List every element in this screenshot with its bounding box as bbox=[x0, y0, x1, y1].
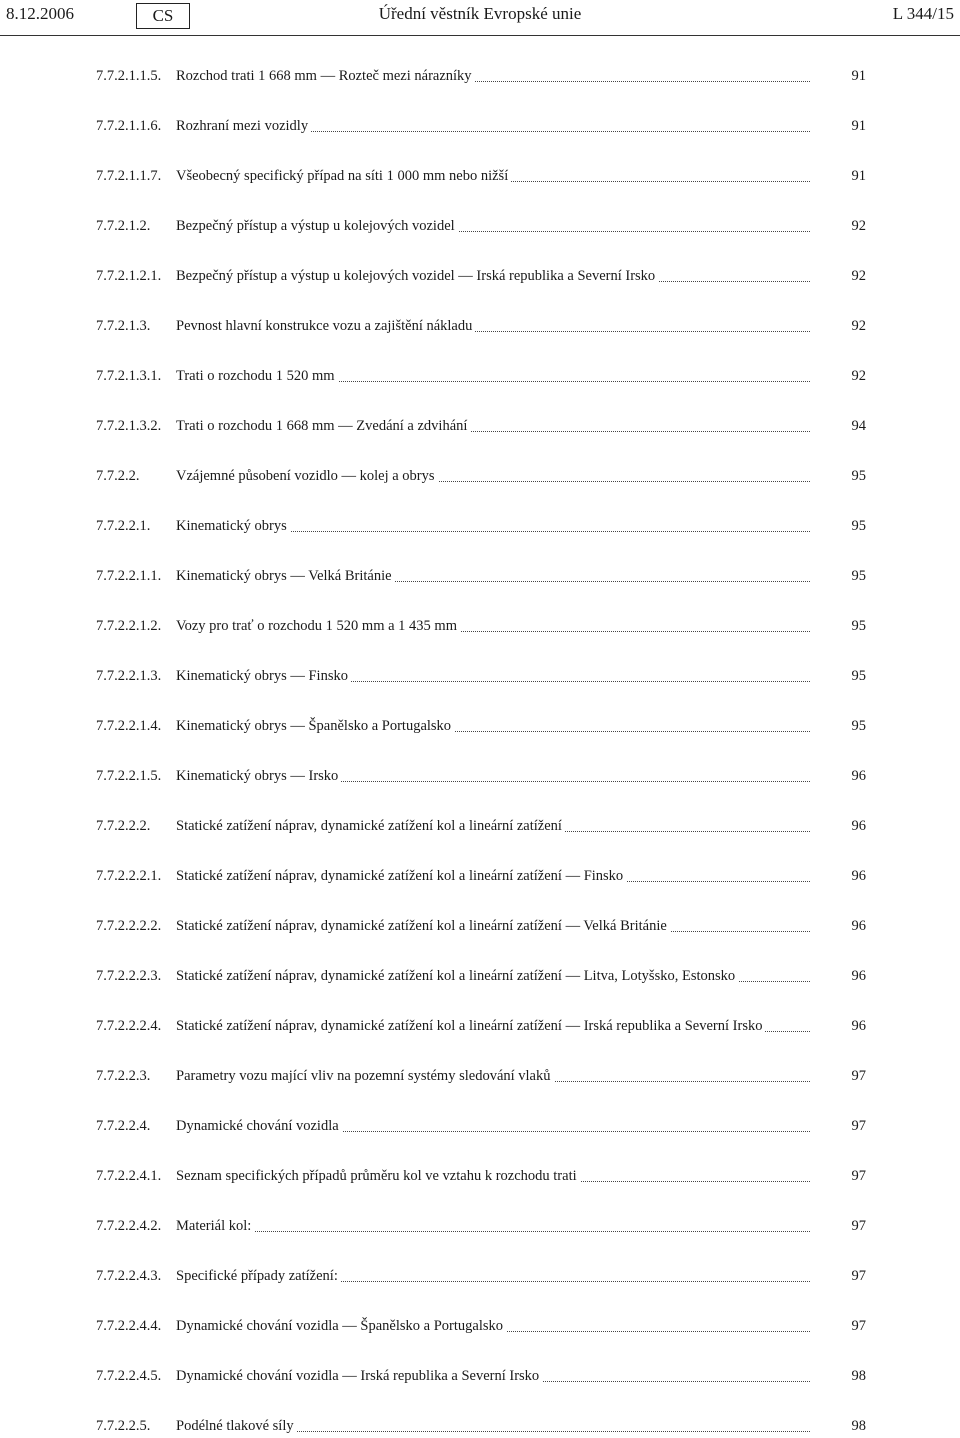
toc-entry-leader bbox=[176, 615, 810, 637]
toc-entry-page: 97 bbox=[851, 1168, 866, 1184]
toc-entry-title: Kinematický obrys — Velká Británie bbox=[176, 568, 395, 584]
toc-entry-leader bbox=[176, 1015, 810, 1037]
toc-entry-leader bbox=[176, 865, 810, 887]
toc-entry-number: 7.7.2.1.1.7. bbox=[96, 168, 162, 184]
toc-entry-leader bbox=[176, 365, 810, 387]
toc-entry-page: 96 bbox=[851, 918, 866, 934]
toc-entry bbox=[96, 315, 866, 337]
toc-entry bbox=[96, 665, 866, 687]
toc-entry-number: 7.7.2.2.1.4. bbox=[96, 718, 162, 734]
toc-entry-number: 7.7.2.2.2.3. bbox=[96, 968, 162, 984]
toc-entry-page: 95 bbox=[851, 668, 866, 684]
toc-entry-leader bbox=[176, 965, 810, 987]
toc-entry-page: 96 bbox=[851, 1018, 866, 1034]
toc-entry-leader bbox=[176, 665, 810, 687]
toc-entry-title: Trati o rozchodu 1 520 mm bbox=[176, 368, 338, 384]
toc-entry-title: Materiál kol: bbox=[176, 1218, 254, 1234]
toc-entry bbox=[96, 515, 866, 537]
toc-entry bbox=[96, 265, 866, 287]
toc-entry-page: 92 bbox=[851, 268, 866, 284]
toc-entry-page: 96 bbox=[851, 868, 866, 884]
toc-entry-leader bbox=[176, 265, 810, 287]
toc-entry bbox=[96, 365, 866, 387]
toc-entry-page: 97 bbox=[851, 1318, 866, 1334]
toc-entry-title: Statické zatížení náprav, dynamické zatížení kol a lineární zatížení — Litva, Lotyšsko, Estonsko bbox=[176, 968, 738, 984]
toc-entry-page: 96 bbox=[851, 768, 866, 784]
toc-entry-page: 92 bbox=[851, 218, 866, 234]
toc-entry bbox=[96, 565, 866, 587]
toc-entry-title: Dynamické chování vozidla bbox=[176, 1118, 342, 1134]
toc-entry-title: Rozhraní mezi vozidly bbox=[176, 118, 311, 134]
toc-entry-number: 7.7.2.2.2.4. bbox=[96, 1018, 162, 1034]
toc-entry bbox=[96, 1265, 866, 1287]
toc-entry bbox=[96, 165, 866, 187]
toc-entry bbox=[96, 465, 866, 487]
toc-entry-number: 7.7.2.2.4.1. bbox=[96, 1168, 162, 1184]
toc-entry-number: 7.7.2.2.2.1. bbox=[96, 868, 162, 884]
toc-entry bbox=[96, 1165, 866, 1187]
toc-entry-number: 7.7.2.2.5. bbox=[96, 1418, 151, 1434]
toc-entry-page: 98 bbox=[851, 1418, 866, 1434]
toc-entry-leader bbox=[176, 1215, 810, 1237]
toc-entry-page: 92 bbox=[851, 368, 866, 384]
toc-entry-leader bbox=[176, 1365, 810, 1387]
toc-entry-number: 7.7.2.2.1. bbox=[96, 518, 151, 534]
toc-entry bbox=[96, 815, 866, 837]
toc-entry-leader bbox=[176, 565, 810, 587]
toc-entry bbox=[96, 1415, 866, 1437]
toc-entry-title: Vozy pro trať o rozchodu 1 520 mm a 1 435 mm bbox=[176, 618, 460, 634]
toc-entry-leader bbox=[176, 415, 810, 437]
toc-entry bbox=[96, 765, 866, 787]
toc-entry-title: Statické zatížení náprav, dynamické zatížení kol a lineární zatížení bbox=[176, 818, 565, 834]
toc-entry-page: 97 bbox=[851, 1218, 866, 1234]
toc-entry-leader bbox=[176, 65, 810, 87]
toc-entry-title: Statické zatížení náprav, dynamické zatížení kol a lineární zatížení — Finsko bbox=[176, 868, 626, 884]
header-date: 8.12.2006 bbox=[6, 4, 74, 23]
toc-entry-leader bbox=[176, 715, 810, 737]
toc-entry-leader bbox=[176, 515, 810, 537]
toc-entry-leader bbox=[176, 1065, 810, 1087]
toc-entry bbox=[96, 615, 866, 637]
page-header bbox=[0, 0, 960, 36]
toc-entry bbox=[96, 65, 866, 87]
toc-entry-number: 7.7.2.2.4. bbox=[96, 1118, 151, 1134]
toc-entry-page: 91 bbox=[851, 168, 866, 184]
toc-entry-number: 7.7.2.2.1.1. bbox=[96, 568, 162, 584]
toc-entry-title: Kinematický obrys — Irsko bbox=[176, 768, 341, 784]
toc-entry-page: 97 bbox=[851, 1268, 866, 1284]
toc-entry-leader bbox=[176, 465, 810, 487]
toc-entry-title: Dynamické chování vozidla — Irská republika a Severní Irsko bbox=[176, 1368, 542, 1384]
toc-entry-title: Bezpečný přístup a výstup u kolejových vozidel — Irská republika a Severní Irsko bbox=[176, 268, 658, 284]
toc-entry-title: Kinematický obrys — Španělsko a Portugalsko bbox=[176, 718, 454, 734]
toc-entry-number: 7.7.2.2.2. bbox=[96, 818, 151, 834]
toc-entry-leader bbox=[176, 1115, 810, 1137]
toc-entry-number: 7.7.2.1.2. bbox=[96, 218, 151, 234]
toc-entry-number: 7.7.2.2.4.4. bbox=[96, 1318, 162, 1334]
toc-entry bbox=[96, 1115, 866, 1137]
toc-entry bbox=[96, 965, 866, 987]
toc-entry-page: 95 bbox=[851, 468, 866, 484]
toc-entry-title: Všeobecný specifický případ na síti 1 000 mm nebo nižší bbox=[176, 168, 511, 184]
toc-entry-leader bbox=[176, 1315, 810, 1337]
header-journal-title: Úřední věstník Evropské unie bbox=[378, 4, 582, 23]
toc-entry bbox=[96, 1215, 866, 1237]
toc-entry-leader bbox=[176, 165, 810, 187]
toc-entry bbox=[96, 865, 866, 887]
toc-entry-number: 7.7.2.1.1.5. bbox=[96, 68, 162, 84]
toc-entry-page: 95 bbox=[851, 568, 866, 584]
toc-entry bbox=[96, 715, 866, 737]
toc-entry-title: Rozchod trati 1 668 mm — Rozteč mezi nárazníky bbox=[176, 68, 475, 84]
toc-entry-page: 96 bbox=[851, 818, 866, 834]
toc-entry bbox=[96, 1315, 866, 1337]
toc-entry-leader bbox=[176, 1265, 810, 1287]
toc-entry-number: 7.7.2.2.2.2. bbox=[96, 918, 162, 934]
toc-entry-title: Specifické případy zatížení: bbox=[176, 1268, 341, 1284]
toc-entry-page: 95 bbox=[851, 518, 866, 534]
toc-entry-number: 7.7.2.2.1.5. bbox=[96, 768, 162, 784]
toc-entry bbox=[96, 415, 866, 437]
toc-entry-page: 98 bbox=[851, 1368, 866, 1384]
toc-entry-number: 7.7.2.1.3.2. bbox=[96, 418, 162, 434]
toc-entry-number: 7.7.2.2.1.3. bbox=[96, 668, 162, 684]
toc-entry-number: 7.7.2.2. bbox=[96, 468, 140, 484]
toc-entry bbox=[96, 915, 866, 937]
toc-entry bbox=[96, 1015, 866, 1037]
toc-entry-page: 97 bbox=[851, 1118, 866, 1134]
toc-entry-number: 7.7.2.1.3.1. bbox=[96, 368, 162, 384]
toc-entry-number: 7.7.2.2.4.2. bbox=[96, 1218, 162, 1234]
toc-entry-title: Kinematický obrys bbox=[176, 518, 290, 534]
toc-entry-page: 95 bbox=[851, 618, 866, 634]
toc-entry-number: 7.7.2.1.3. bbox=[96, 318, 151, 334]
toc-entry-number: 7.7.2.1.1.6. bbox=[96, 118, 162, 134]
toc-entry-title: Vzájemné působení vozidlo — kolej a obrys bbox=[176, 468, 438, 484]
toc-entry-title: Bezpečný přístup a výstup u kolejových vozidel bbox=[176, 218, 458, 234]
toc-entry-number: 7.7.2.2.1.2. bbox=[96, 618, 162, 634]
toc-entry-title: Dynamické chování vozidla — Španělsko a Portugalsko bbox=[176, 1318, 506, 1334]
toc-entry-page: 92 bbox=[851, 318, 866, 334]
toc-entry-leader bbox=[176, 765, 810, 787]
toc-entry-number: 7.7.2.2.4.3. bbox=[96, 1268, 162, 1284]
toc-entry-title: Parametry vozu mající vliv na pozemní systémy sledování vlaků bbox=[176, 1068, 554, 1084]
toc-entry-title: Trati o rozchodu 1 668 mm — Zvedání a zdvihání bbox=[176, 418, 470, 434]
toc-entry-title: Kinematický obrys — Finsko bbox=[176, 668, 351, 684]
toc-entry-title: Statické zatížení náprav, dynamické zatížení kol a lineární zatížení — Velká Británie bbox=[176, 918, 670, 934]
toc-entry-leader bbox=[176, 815, 810, 837]
toc-entry-page: 91 bbox=[851, 68, 866, 84]
toc-entry-leader bbox=[176, 115, 810, 137]
toc-entry-title: Seznam specifických případů průměru kol ve vztahu k rozchodu trati bbox=[176, 1168, 580, 1184]
toc-entry-number: 7.7.2.2.3. bbox=[96, 1068, 151, 1084]
toc-entry-title: Podélné tlakové síly bbox=[176, 1418, 297, 1434]
toc-entry-leader bbox=[176, 915, 810, 937]
toc-dot-leader bbox=[176, 1231, 810, 1232]
toc-entry-page: 91 bbox=[851, 118, 866, 134]
toc-entry bbox=[96, 215, 866, 237]
toc-entry-page: 95 bbox=[851, 718, 866, 734]
toc-entry-title: Statické zatížení náprav, dynamické zatížení kol a lineární zatížení — Irská republika a Severní Irsko bbox=[176, 1018, 765, 1034]
toc-entry bbox=[96, 115, 866, 137]
toc-entry bbox=[96, 1065, 866, 1087]
toc-entry-title: Pevnost hlavní konstrukce vozu a zajištění nákladu bbox=[176, 318, 475, 334]
toc-entry-number: 7.7.2.2.4.5. bbox=[96, 1368, 162, 1384]
toc-entry-page: 96 bbox=[851, 968, 866, 984]
header-issue-number: L 344/15 bbox=[892, 4, 954, 23]
toc-entry-page: 94 bbox=[851, 418, 866, 434]
header-divider bbox=[0, 35, 960, 36]
toc-entry-page: 97 bbox=[851, 1068, 866, 1084]
toc-entry bbox=[96, 1365, 866, 1387]
header-language-box: CS bbox=[136, 3, 190, 29]
toc-entry-leader bbox=[176, 1165, 810, 1187]
toc-entry-leader bbox=[176, 315, 810, 337]
toc-entry-leader bbox=[176, 215, 810, 237]
toc-entry-number: 7.7.2.1.2.1. bbox=[96, 268, 162, 284]
toc-entry-leader bbox=[176, 1415, 810, 1437]
